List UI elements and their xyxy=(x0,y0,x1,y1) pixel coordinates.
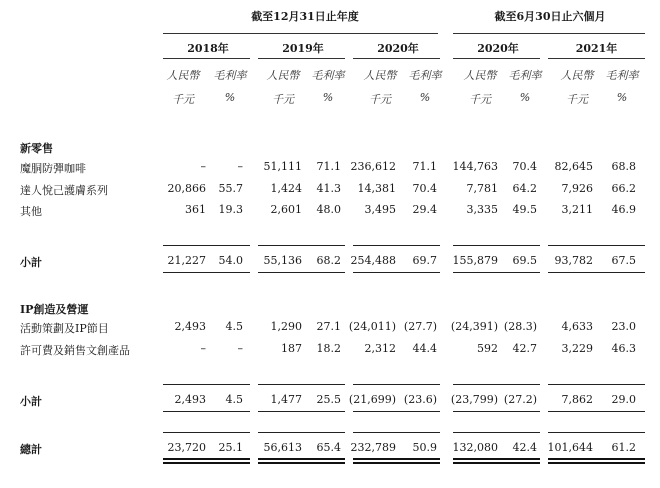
year-rule-2021-half xyxy=(548,58,645,59)
unit-margin: 毛利率 xyxy=(605,69,639,82)
unit-percent: % xyxy=(419,91,431,104)
subtotal-rule xyxy=(353,384,440,385)
year-rule-2018 xyxy=(163,58,250,59)
table-cell: (27.7) xyxy=(403,320,437,333)
year-2018: 2018年 xyxy=(187,42,229,55)
table-cell: – xyxy=(200,160,206,173)
table-cell: (24,011) xyxy=(348,320,396,333)
total-rule xyxy=(258,432,345,433)
table-cell: 23,720 xyxy=(167,441,206,454)
table-cell: 56,613 xyxy=(263,441,302,454)
subtotal-rule xyxy=(453,245,540,246)
unit-thousand: 千元 xyxy=(369,93,391,106)
row-label: 許可費及銷售文創產品 xyxy=(20,344,130,357)
unit-thousand: 千元 xyxy=(172,93,194,106)
table-cell: (23.6) xyxy=(403,393,437,406)
subtotal-rule xyxy=(258,411,345,412)
table-cell: 254,488 xyxy=(350,254,396,267)
subtotal-rule xyxy=(163,272,250,273)
table-cell: 64.2 xyxy=(512,182,537,195)
row-label: 其他 xyxy=(20,205,42,218)
table-cell: (21,699) xyxy=(348,393,396,406)
table-cell: 55.7 xyxy=(218,182,243,195)
unit-rmb: 人民幣 xyxy=(560,69,594,82)
table-cell: 23.0 xyxy=(611,320,636,333)
table-cell: 2,601 xyxy=(270,203,302,216)
unit-margin: 毛利率 xyxy=(408,69,442,82)
unit-percent: % xyxy=(519,91,531,104)
table-cell: 2,312 xyxy=(364,342,396,355)
table-cell: 4,633 xyxy=(561,320,593,333)
subtotal-rule xyxy=(163,384,250,385)
total-double-rule xyxy=(548,458,645,460)
unit-rmb: 人民幣 xyxy=(363,69,397,82)
table-cell: 70.4 xyxy=(512,160,537,173)
total-double-rule xyxy=(163,458,250,460)
table-cell: 68.8 xyxy=(611,160,636,173)
section-title-retail: 新零售 xyxy=(20,142,53,155)
table-cell: 4.5 xyxy=(225,393,243,406)
table-cell: 29.0 xyxy=(611,393,636,406)
unit-rmb: 人民幣 xyxy=(463,69,497,82)
table-cell: 18.2 xyxy=(316,342,341,355)
table-cell: – xyxy=(237,160,243,173)
header-half-rule xyxy=(453,33,645,34)
year-2021-half: 2021年 xyxy=(575,42,618,55)
row-label: 達人悅己護膚系列 xyxy=(20,184,108,197)
table-cell: 132,080 xyxy=(452,441,498,454)
table-cell: 155,879 xyxy=(452,254,498,267)
table-cell: 2,493 xyxy=(174,320,206,333)
table-cell: 25.5 xyxy=(316,393,341,406)
unit-percent: % xyxy=(322,91,334,104)
table-cell: 3,229 xyxy=(561,342,593,355)
table-cell: (23,799) xyxy=(450,393,498,406)
table-cell: 71.1 xyxy=(316,160,341,173)
table-cell: – xyxy=(237,342,243,355)
unit-margin: 毛利率 xyxy=(508,69,542,82)
unit-thousand: 千元 xyxy=(469,93,491,106)
table-cell: 1,424 xyxy=(270,182,302,195)
table-cell: 27.1 xyxy=(316,320,341,333)
total-double-rule xyxy=(163,462,250,464)
total-rule xyxy=(353,432,440,433)
table-cell: 71.1 xyxy=(412,160,437,173)
table-cell: 2,493 xyxy=(174,393,206,406)
year-rule-2020-half xyxy=(453,58,540,59)
section-title-ip: IP創造及營運 xyxy=(20,303,89,316)
subtotal-rule xyxy=(258,272,345,273)
table-cell: 51,111 xyxy=(263,160,302,173)
header-year-rule xyxy=(163,33,438,34)
year-rule-2019 xyxy=(258,58,345,59)
table-cell: 101,644 xyxy=(547,441,593,454)
unit-percent: % xyxy=(224,91,236,104)
table-cell: 93,782 xyxy=(554,254,593,267)
subtotal-rule xyxy=(163,245,250,246)
subtotal-rule xyxy=(548,272,645,273)
subtotal-rule xyxy=(258,384,345,385)
table-cell: 361 xyxy=(185,203,206,216)
table-cell: 21,227 xyxy=(167,254,206,267)
table-cell: 41.3 xyxy=(316,182,341,195)
total-double-rule xyxy=(258,458,345,460)
table-cell: (27.2) xyxy=(503,393,537,406)
table-cell: 4.5 xyxy=(225,320,243,333)
header-half-group: 截至6月30日止六個月 xyxy=(494,10,606,23)
table-cell: 46.9 xyxy=(611,203,636,216)
table-cell: 42.4 xyxy=(512,441,537,454)
subtotal-rule xyxy=(453,411,540,412)
table-cell: 69.7 xyxy=(412,254,437,267)
table-cell: 46.3 xyxy=(611,342,636,355)
total-double-rule xyxy=(353,458,440,460)
year-2020: 2020年 xyxy=(377,42,419,55)
table-cell: 3,495 xyxy=(364,203,396,216)
total-double-rule xyxy=(453,462,540,464)
table-cell: 25.1 xyxy=(218,441,243,454)
table-cell: 29.4 xyxy=(412,203,437,216)
row-label: 總計 xyxy=(20,443,42,456)
table-cell: 70.4 xyxy=(412,182,437,195)
subtotal-rule xyxy=(548,384,645,385)
row-label: 小計 xyxy=(20,395,42,408)
unit-thousand: 千元 xyxy=(272,93,294,106)
row-label: 活動策劃及IP節目 xyxy=(20,322,109,335)
table-cell: (24,391) xyxy=(450,320,498,333)
table-cell: 1,290 xyxy=(270,320,302,333)
subtotal-rule xyxy=(453,272,540,273)
total-double-rule xyxy=(353,462,440,464)
year-2019: 2019年 xyxy=(282,42,324,55)
table-cell: – xyxy=(200,342,206,355)
table-cell: 50.9 xyxy=(412,441,437,454)
year-rule-2020 xyxy=(353,58,440,59)
table-cell: 1,477 xyxy=(270,393,302,406)
subtotal-rule xyxy=(453,384,540,385)
table-cell: 66.2 xyxy=(611,182,636,195)
table-cell: 67.5 xyxy=(611,254,636,267)
unit-rmb: 人民幣 xyxy=(266,69,300,82)
unit-margin: 毛利率 xyxy=(311,69,345,82)
unit-rmb: 人民幣 xyxy=(166,69,200,82)
table-cell: 20,866 xyxy=(167,182,206,195)
table-cell: 144,763 xyxy=(452,160,498,173)
table-cell: 3,211 xyxy=(561,203,593,216)
table-cell: 236,612 xyxy=(350,160,396,173)
total-rule xyxy=(548,432,645,433)
year-2020-half: 2020年 xyxy=(477,42,519,55)
unit-thousand: 千元 xyxy=(566,93,588,106)
subtotal-rule xyxy=(353,272,440,273)
table-cell: 7,926 xyxy=(561,182,593,195)
total-double-rule xyxy=(453,458,540,460)
table-cell: 61.2 xyxy=(611,441,636,454)
table-cell: 48.0 xyxy=(316,203,341,216)
table-cell: 55,136 xyxy=(263,254,302,267)
subtotal-rule xyxy=(353,245,440,246)
table-cell: 65.4 xyxy=(316,441,341,454)
table-cell: 7,862 xyxy=(561,393,593,406)
table-cell: 54.0 xyxy=(218,254,243,267)
table-cell: (28.3) xyxy=(503,320,537,333)
total-double-rule xyxy=(548,462,645,464)
row-label: 小計 xyxy=(20,256,42,269)
total-rule xyxy=(453,432,540,433)
table-cell: 69.5 xyxy=(512,254,537,267)
subtotal-rule xyxy=(548,245,645,246)
unit-margin: 毛利率 xyxy=(213,69,247,82)
table-cell: 3,335 xyxy=(466,203,498,216)
subtotal-rule xyxy=(163,411,250,412)
table-cell: 42.7 xyxy=(512,342,537,355)
subtotal-rule xyxy=(258,245,345,246)
subtotal-rule xyxy=(353,411,440,412)
table-cell: 19.3 xyxy=(218,203,243,216)
unit-percent: % xyxy=(616,91,628,104)
table-cell: 232,789 xyxy=(350,441,396,454)
table-cell: 14,381 xyxy=(357,182,396,195)
total-rule xyxy=(163,432,250,433)
header-year-group: 截至12月31日止年度 xyxy=(251,10,359,23)
row-label: 魔胴防彈咖啡 xyxy=(20,162,86,175)
table-cell: 7,781 xyxy=(466,182,498,195)
table-cell: 44.4 xyxy=(412,342,437,355)
table-cell: 68.2 xyxy=(316,254,341,267)
table-cell: 187 xyxy=(281,342,302,355)
total-double-rule xyxy=(258,462,345,464)
table-cell: 49.5 xyxy=(512,203,537,216)
subtotal-rule xyxy=(548,411,645,412)
table-cell: 592 xyxy=(477,342,498,355)
table-cell: 82,645 xyxy=(554,160,593,173)
